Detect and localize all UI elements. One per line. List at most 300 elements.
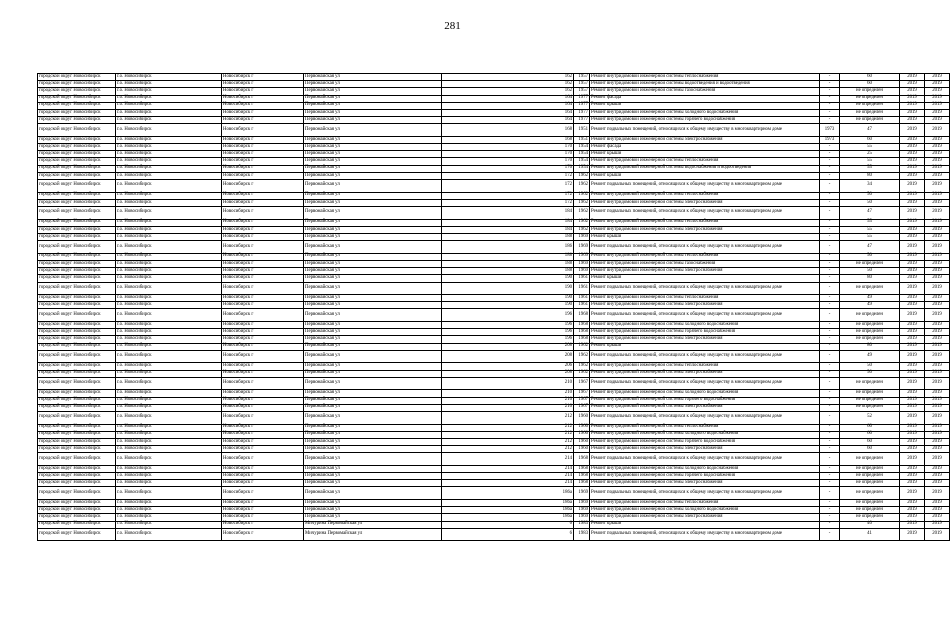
plan-end-year-cell: 2019 [925, 102, 950, 109]
wear-percent-cell: 60 [840, 81, 900, 88]
build-year-cell: 1977 [574, 102, 590, 109]
table-row [38, 241, 950, 254]
wear-percent-cell: 80 [840, 343, 900, 350]
municipality-cell: городской округ Новосибирск [38, 500, 116, 507]
work-type-cell: Ремонт внутридомовой инженерной системы холодного водоснабжения [590, 322, 820, 329]
build-year-cell: 1962 [574, 343, 590, 350]
plan-end-year-cell: 2019 [925, 322, 950, 329]
plan-end-year-cell: 2019 [925, 487, 950, 500]
city-cell: Новосибирск г [222, 158, 304, 165]
work-type-cell: Ремонт внутридомовой инженерной системы теплоснабжения [590, 500, 820, 507]
city-cell: Новосибирск г [222, 241, 304, 254]
plan-start-year-cell: 2019 [900, 404, 925, 411]
settlement-cell: г.о. Новосибирск [116, 322, 222, 329]
wear-percent-cell: 49 [840, 350, 900, 363]
street-cell: Первомайская ул [304, 295, 442, 302]
work-type-cell: Ремонт внутридомовой инженерной системы электроснабжения [590, 268, 820, 275]
house-number-cell: 164 [442, 109, 574, 116]
settlement-cell: г.о. Новосибирск [116, 350, 222, 363]
municipality-cell: городской округ Новосибирск [38, 260, 116, 267]
wear-percent-cell: не определен [840, 487, 900, 500]
plan-end-year-cell: 2019 [925, 465, 950, 472]
plan-end-year-cell: 2019 [925, 377, 950, 390]
settlement-cell: г.о. Новосибирск [116, 88, 222, 95]
settlement-cell: г.о. Новосибирск [116, 219, 222, 226]
build-year-cell: 1962 [574, 199, 590, 206]
work-type-cell: Ремонт внутридомовой инженерной системы горячего водоснабжения [590, 438, 820, 445]
plan-start-year-cell: 2019 [900, 207, 925, 220]
city-cell: Новосибирск г [222, 144, 304, 151]
work-type-cell: Ремонт внутридомовой инженерной системы теплоснабжения [590, 424, 820, 431]
build-year-cell: 1969 [574, 507, 590, 514]
house-number-cell: 168 [442, 136, 574, 143]
house-number-cell: 186а [442, 500, 574, 507]
settlement-cell: г.о. Новосибирск [116, 480, 222, 487]
capital-repair-table [37, 73, 950, 541]
street-cell: Первомайская ул [304, 124, 442, 137]
build-year-cell: 1961 [574, 302, 590, 309]
overhaul-year-cell: - [820, 165, 840, 172]
table-row [38, 275, 950, 282]
wear-percent-cell: 80 [840, 275, 900, 282]
plan-start-year-cell: 2019 [900, 192, 925, 199]
settlement-cell: г.о. Новосибирск [116, 282, 222, 295]
overhaul-year-cell: - [820, 528, 840, 541]
plan-start-year-cell: 2019 [900, 180, 925, 193]
overhaul-year-cell: - [820, 226, 840, 233]
wear-percent-cell: не определен [840, 453, 900, 466]
municipality-cell: городской округ Новосибирск [38, 411, 116, 424]
settlement-cell: г.о. Новосибирск [116, 102, 222, 109]
overhaul-year-cell: - [820, 431, 840, 438]
build-year-cell: 1967 [574, 390, 590, 397]
table-row [38, 309, 950, 322]
table-row [38, 329, 950, 336]
plan-end-year-cell: 2019 [925, 199, 950, 206]
plan-start-year-cell: 2019 [900, 343, 925, 350]
overhaul-year-cell: - [820, 343, 840, 350]
house-number-cell: 214 [442, 465, 574, 472]
plan-end-year-cell: 2019 [925, 158, 950, 165]
settlement-cell: г.о. Новосибирск [116, 404, 222, 411]
build-year-cell: 1962 [574, 207, 590, 220]
street-cell: Первомайская ул [304, 411, 442, 424]
table-row [38, 500, 950, 507]
municipality-cell: городской округ Новосибирск [38, 95, 116, 102]
plan-end-year-cell: 2019 [925, 329, 950, 336]
city-cell: Новосибирск г [222, 102, 304, 109]
plan-start-year-cell: 2019 [900, 397, 925, 404]
build-year-cell: 1968 [574, 453, 590, 466]
table-row [38, 528, 950, 541]
wear-percent-cell: 50 [840, 363, 900, 370]
street-cell: Первомайская ул [304, 309, 442, 322]
city-cell: Новосибирск г [222, 172, 304, 179]
city-cell: Новосибирск г [222, 199, 304, 206]
work-type-cell: Ремонт крыши [590, 275, 820, 282]
house-number-cell: 196 [442, 322, 574, 329]
settlement-cell: г.о. Новосибирск [116, 336, 222, 343]
overhaul-year-cell: - [820, 336, 840, 343]
settlement-cell: г.о. Новосибирск [116, 233, 222, 240]
settlement-cell: г.о. Новосибирск [116, 370, 222, 377]
plan-start-year-cell: 2019 [900, 363, 925, 370]
work-type-cell: Ремонт крыши [590, 521, 820, 528]
build-year-cell: 1968 [574, 336, 590, 343]
settlement-cell: г.о. Новосибирск [116, 136, 222, 143]
work-type-cell: Ремонт подвальных помещений, относящихся к общему имуществу в многоквартирном доме [590, 350, 820, 363]
street-cell: Первомайская ул [304, 241, 442, 254]
street-cell: Первомайская ул [304, 233, 442, 240]
street-cell: Первомайская ул [304, 95, 442, 102]
overhaul-year-cell: - [820, 151, 840, 158]
build-year-cell: 1969 [574, 500, 590, 507]
plan-end-year-cell: 2019 [925, 117, 950, 124]
plan-end-year-cell: 2019 [925, 226, 950, 233]
municipality-cell: городской округ Новосибирск [38, 302, 116, 309]
work-type-cell: Ремонт внутридомовой инженерной системы электроснабжения [590, 446, 820, 453]
build-year-cell: 1960 [574, 431, 590, 438]
municipality-cell: городской округ Новосибирск [38, 404, 116, 411]
table-row [38, 431, 950, 438]
plan-end-year-cell: 2019 [925, 363, 950, 370]
house-number-cell: 196 [442, 309, 574, 322]
plan-end-year-cell: 2019 [925, 207, 950, 220]
municipality-cell: городской округ Новосибирск [38, 473, 116, 480]
plan-start-year-cell: 2019 [900, 370, 925, 377]
municipality-cell: городской округ Новосибирск [38, 528, 116, 541]
house-number-cell: 190 [442, 282, 574, 295]
wear-percent-cell: не определен [840, 377, 900, 390]
plan-end-year-cell: 2019 [925, 192, 950, 199]
work-type-cell: Ремонт внутридомовой инженерной системы электроснабжения [590, 226, 820, 233]
work-type-cell: Ремонт фасада [590, 95, 820, 102]
city-cell: Новосибирск г [222, 180, 304, 193]
work-type-cell: Ремонт подвальных помещений, относящихся к общему имуществу в многоквартирном доме [590, 282, 820, 295]
street-cell: Первомайская ул [304, 514, 442, 521]
city-cell: Новосибирск г [222, 473, 304, 480]
overhaul-year-cell: - [820, 473, 840, 480]
municipality-cell: городской округ Новосибирск [38, 219, 116, 226]
street-cell: Первомайская ул [304, 431, 442, 438]
build-year-cell: 1961 [574, 282, 590, 295]
plan-start-year-cell: 2019 [900, 465, 925, 472]
street-cell: Первомайская ул [304, 109, 442, 116]
municipality-cell: городской округ Новосибирск [38, 487, 116, 500]
municipality-cell: городской округ Новосибирск [38, 322, 116, 329]
plan-end-year-cell: 2019 [925, 431, 950, 438]
build-year-cell: 1967 [574, 404, 590, 411]
city-cell: Новосибирск г [222, 74, 304, 81]
settlement-cell: г.о. Новосибирск [116, 253, 222, 260]
street-cell: Первомайская ул [304, 192, 442, 199]
city-cell: Новосибирск г [222, 411, 304, 424]
house-number-cell: 208 [442, 350, 574, 363]
table-row [38, 465, 950, 472]
overhaul-year-cell: - [820, 241, 840, 254]
wear-percent-cell: не определен [840, 88, 900, 95]
city-cell: Новосибирск г [222, 424, 304, 431]
table-row [38, 109, 950, 116]
street-cell: Первомайская ул [304, 390, 442, 397]
settlement-cell: г.о. Новосибирск [116, 165, 222, 172]
plan-end-year-cell: 2019 [925, 302, 950, 309]
plan-start-year-cell: 2019 [900, 336, 925, 343]
work-type-cell: Ремонт подвальных помещений, относящихся к общему имуществу в многоквартирном доме [590, 309, 820, 322]
build-year-cell: 1960 [574, 424, 590, 431]
settlement-cell: г.о. Новосибирск [116, 151, 222, 158]
street-cell: Первомайская ул [304, 302, 442, 309]
house-number-cell: 188 [442, 268, 574, 275]
overhaul-year-cell: - [820, 465, 840, 472]
wear-percent-cell: 55 [840, 158, 900, 165]
overhaul-year-cell: - [820, 268, 840, 275]
wear-percent-cell: 52 [840, 411, 900, 424]
city-cell: Новосибирск г [222, 322, 304, 329]
settlement-cell: г.о. Новосибирск [116, 192, 222, 199]
work-type-cell: Ремонт внутридомовой инженерной системы электроснабжения [590, 336, 820, 343]
municipality-cell: городской округ Новосибирск [38, 424, 116, 431]
street-cell: Первомайская ул [304, 172, 442, 179]
municipality-cell: городской округ Новосибирск [38, 438, 116, 445]
street-cell: Первомайская ул [304, 144, 442, 151]
plan-start-year-cell: 2019 [900, 241, 925, 254]
overhaul-year-cell: - [820, 363, 840, 370]
build-year-cell: 1957 [574, 74, 590, 81]
plan-end-year-cell: 2019 [925, 350, 950, 363]
street-cell: Первомайская ул [304, 88, 442, 95]
build-year-cell: 1967 [574, 397, 590, 404]
work-type-cell: Ремонт внутридомовой инженерной системы теплоснабжения [590, 192, 820, 199]
plan-end-year-cell: 2019 [925, 81, 950, 88]
city-cell: Новосибирск г [222, 397, 304, 404]
house-number-cell: 212 [442, 411, 574, 424]
plan-start-year-cell: 2019 [900, 199, 925, 206]
work-type-cell: Ремонт внутридомовой инженерной системы горячего водоснабжения [590, 117, 820, 124]
settlement-cell: г.о. Новосибирск [116, 473, 222, 480]
build-year-cell: 1962 [574, 363, 590, 370]
plan-start-year-cell: 2019 [900, 95, 925, 102]
municipality-cell: городской округ Новосибирск [38, 453, 116, 466]
municipality-cell: городской округ Новосибирск [38, 507, 116, 514]
house-number-cell: 168 [442, 124, 574, 137]
work-type-cell: Ремонт крыши [590, 151, 820, 158]
overhaul-year-cell: - [820, 199, 840, 206]
settlement-cell: г.о. Новосибирск [116, 397, 222, 404]
wear-percent-cell: не определен [840, 109, 900, 116]
plan-end-year-cell: 2019 [925, 514, 950, 521]
plan-start-year-cell: 2019 [900, 165, 925, 172]
build-year-cell: 1968 [574, 480, 590, 487]
house-number-cell: 184 [442, 226, 574, 233]
build-year-cell: 1954 [574, 165, 590, 172]
house-number-cell: 212 [442, 424, 574, 431]
plan-end-year-cell: 2019 [925, 241, 950, 254]
municipality-cell: городской округ Новосибирск [38, 124, 116, 137]
wear-percent-cell: 60 [840, 424, 900, 431]
build-year-cell: 1968 [574, 465, 590, 472]
house-number-cell: 188 [442, 253, 574, 260]
settlement-cell: г.о. Новосибирск [116, 302, 222, 309]
overhaul-year-cell: - [820, 260, 840, 267]
house-number-cell: 164 [442, 102, 574, 109]
street-cell: Мичурина Первомайская ул [304, 528, 442, 541]
municipality-cell: городской округ Новосибирск [38, 253, 116, 260]
city-cell: Новосибирск г [222, 295, 304, 302]
wear-percent-cell: 50 [840, 370, 900, 377]
overhaul-year-cell: - [820, 180, 840, 193]
work-type-cell: Ремонт внутридомовой инженерной системы холодного водоснабжения [590, 431, 820, 438]
table-row [38, 521, 950, 528]
table-row [38, 350, 950, 363]
build-year-cell: 1969 [574, 260, 590, 267]
wear-percent-cell: не определен [840, 95, 900, 102]
overhaul-year-cell: - [820, 521, 840, 528]
overhaul-year-cell: - [820, 507, 840, 514]
table-row [38, 124, 950, 137]
house-number-cell: 184 [442, 207, 574, 220]
build-year-cell: 1961 [574, 295, 590, 302]
work-type-cell: Ремонт внутридомовой инженерной системы холодного водоснабжения [590, 465, 820, 472]
house-number-cell: 172 [442, 192, 574, 199]
plan-end-year-cell: 2019 [925, 404, 950, 411]
municipality-cell: городской округ Новосибирск [38, 102, 116, 109]
build-year-cell: 1983 [574, 521, 590, 528]
wear-percent-cell: не определен [840, 309, 900, 322]
build-year-cell: 1969 [574, 487, 590, 500]
plan-start-year-cell: 2019 [900, 219, 925, 226]
wear-percent-cell: не определен [840, 336, 900, 343]
work-type-cell: Ремонт крыши [590, 172, 820, 179]
plan-start-year-cell: 2019 [900, 377, 925, 390]
settlement-cell: г.о. Новосибирск [116, 207, 222, 220]
municipality-cell: городской округ Новосибирск [38, 465, 116, 472]
build-year-cell: 1962 [574, 219, 590, 226]
municipality-cell: городской округ Новосибирск [38, 350, 116, 363]
settlement-cell: г.о. Новосибирск [116, 124, 222, 137]
plan-end-year-cell: 2019 [925, 507, 950, 514]
city-cell: Новосибирск г [222, 370, 304, 377]
work-type-cell: Ремонт внутридомовой инженерной системы водоотведения и водоотведения [590, 81, 820, 88]
plan-end-year-cell: 2019 [925, 253, 950, 260]
street-cell: Первомайская ул [304, 165, 442, 172]
plan-end-year-cell: 2019 [925, 74, 950, 81]
plan-start-year-cell: 2019 [900, 226, 925, 233]
settlement-cell: г.о. Новосибирск [116, 260, 222, 267]
house-number-cell: 170 [442, 158, 574, 165]
wear-percent-cell: не определен [840, 500, 900, 507]
plan-start-year-cell: 2019 [900, 521, 925, 528]
plan-end-year-cell: 2019 [925, 260, 950, 267]
plan-start-year-cell: 2019 [900, 275, 925, 282]
street-cell: Мичурина Первомайская ул [304, 521, 442, 528]
overhaul-year-cell: - [820, 207, 840, 220]
municipality-cell: городской округ Новосибирск [38, 521, 116, 528]
plan-end-year-cell: 2019 [925, 88, 950, 95]
overhaul-year-cell: - [820, 275, 840, 282]
settlement-cell: г.о. Новосибирск [116, 329, 222, 336]
plan-end-year-cell: 2019 [925, 424, 950, 431]
house-number-cell: 186а [442, 514, 574, 521]
street-cell: Первомайская ул [304, 343, 442, 350]
build-year-cell: 1961 [574, 275, 590, 282]
work-type-cell: Ремонт внутридомовой инженерной системы электроснабжения [590, 136, 820, 143]
municipality-cell: городской округ Новосибирск [38, 199, 116, 206]
plan-end-year-cell: 2019 [925, 446, 950, 453]
house-number-cell: 190 [442, 295, 574, 302]
house-number-cell: 172 [442, 172, 574, 179]
house-number-cell: 186а [442, 507, 574, 514]
overhaul-year-cell: - [820, 88, 840, 95]
settlement-cell: г.о. Новосибирск [116, 465, 222, 472]
plan-start-year-cell: 2019 [900, 507, 925, 514]
street-cell: Первомайская ул [304, 473, 442, 480]
plan-start-year-cell: 2019 [900, 500, 925, 507]
table-row [38, 88, 950, 95]
house-number-cell: 210 [442, 377, 574, 390]
table-row [38, 192, 950, 199]
wear-percent-cell: 49 [840, 302, 900, 309]
table-row [38, 172, 950, 179]
work-type-cell: Ремонт подвальных помещений, относящихся к общему имуществу в многоквартирном доме [590, 411, 820, 424]
table-row [38, 151, 950, 158]
plan-end-year-cell: 2019 [925, 165, 950, 172]
build-year-cell: 1960 [574, 438, 590, 445]
street-cell: Первомайская ул [304, 136, 442, 143]
table-row [38, 302, 950, 309]
wear-percent-cell: 41 [840, 528, 900, 541]
wear-percent-cell: 55 [840, 233, 900, 240]
overhaul-year-cell: - [820, 282, 840, 295]
wear-percent-cell: 50 [840, 199, 900, 206]
house-number-cell: 186 [442, 241, 574, 254]
work-type-cell: Ремонт фасада [590, 144, 820, 151]
overhaul-year-cell: - [820, 390, 840, 397]
work-type-cell: Ремонт внутридомовой инженерной системы теплоснабжения [590, 219, 820, 226]
house-number-cell: 172 [442, 199, 574, 206]
wear-percent-cell: не определен [840, 322, 900, 329]
build-year-cell: 1954 [574, 144, 590, 151]
wear-percent-cell: 49 [840, 295, 900, 302]
work-type-cell: Ремонт внутридомовой инженерной системы водоснабжения и водоотведения [590, 165, 820, 172]
street-cell: Первомайская ул [304, 253, 442, 260]
municipality-cell: городской округ Новосибирск [38, 282, 116, 295]
table-row [38, 144, 950, 151]
city-cell: Новосибирск г [222, 528, 304, 541]
street-cell: Первомайская ул [304, 74, 442, 81]
street-cell: Первомайская ул [304, 282, 442, 295]
work-type-cell: Ремонт подвальных помещений, относящихся к общему имуществу в многоквартирном доме [590, 528, 820, 541]
municipality-cell: городской округ Новосибирск [38, 363, 116, 370]
plan-start-year-cell: 2019 [900, 514, 925, 521]
plan-end-year-cell: 2019 [925, 336, 950, 343]
build-year-cell: 1969 [574, 514, 590, 521]
municipality-cell: городской округ Новосибирск [38, 81, 116, 88]
overhaul-year-cell: - [820, 102, 840, 109]
work-type-cell: Ремонт внутридомовой инженерной системы горячего водоснабжения [590, 329, 820, 336]
build-year-cell: 1967 [574, 377, 590, 390]
build-year-cell: 1968 [574, 322, 590, 329]
overhaul-year-cell: - [820, 172, 840, 179]
municipality-cell: городской округ Новосибирск [38, 309, 116, 322]
table-row [38, 453, 950, 466]
build-year-cell: 1951 [574, 124, 590, 137]
plan-start-year-cell: 2019 [900, 329, 925, 336]
plan-end-year-cell: 2019 [925, 411, 950, 424]
plan-end-year-cell: 2019 [925, 268, 950, 275]
work-type-cell: Ремонт внутридомовой инженерной системы электроснабжения [590, 302, 820, 309]
wear-percent-cell: не определен [840, 329, 900, 336]
